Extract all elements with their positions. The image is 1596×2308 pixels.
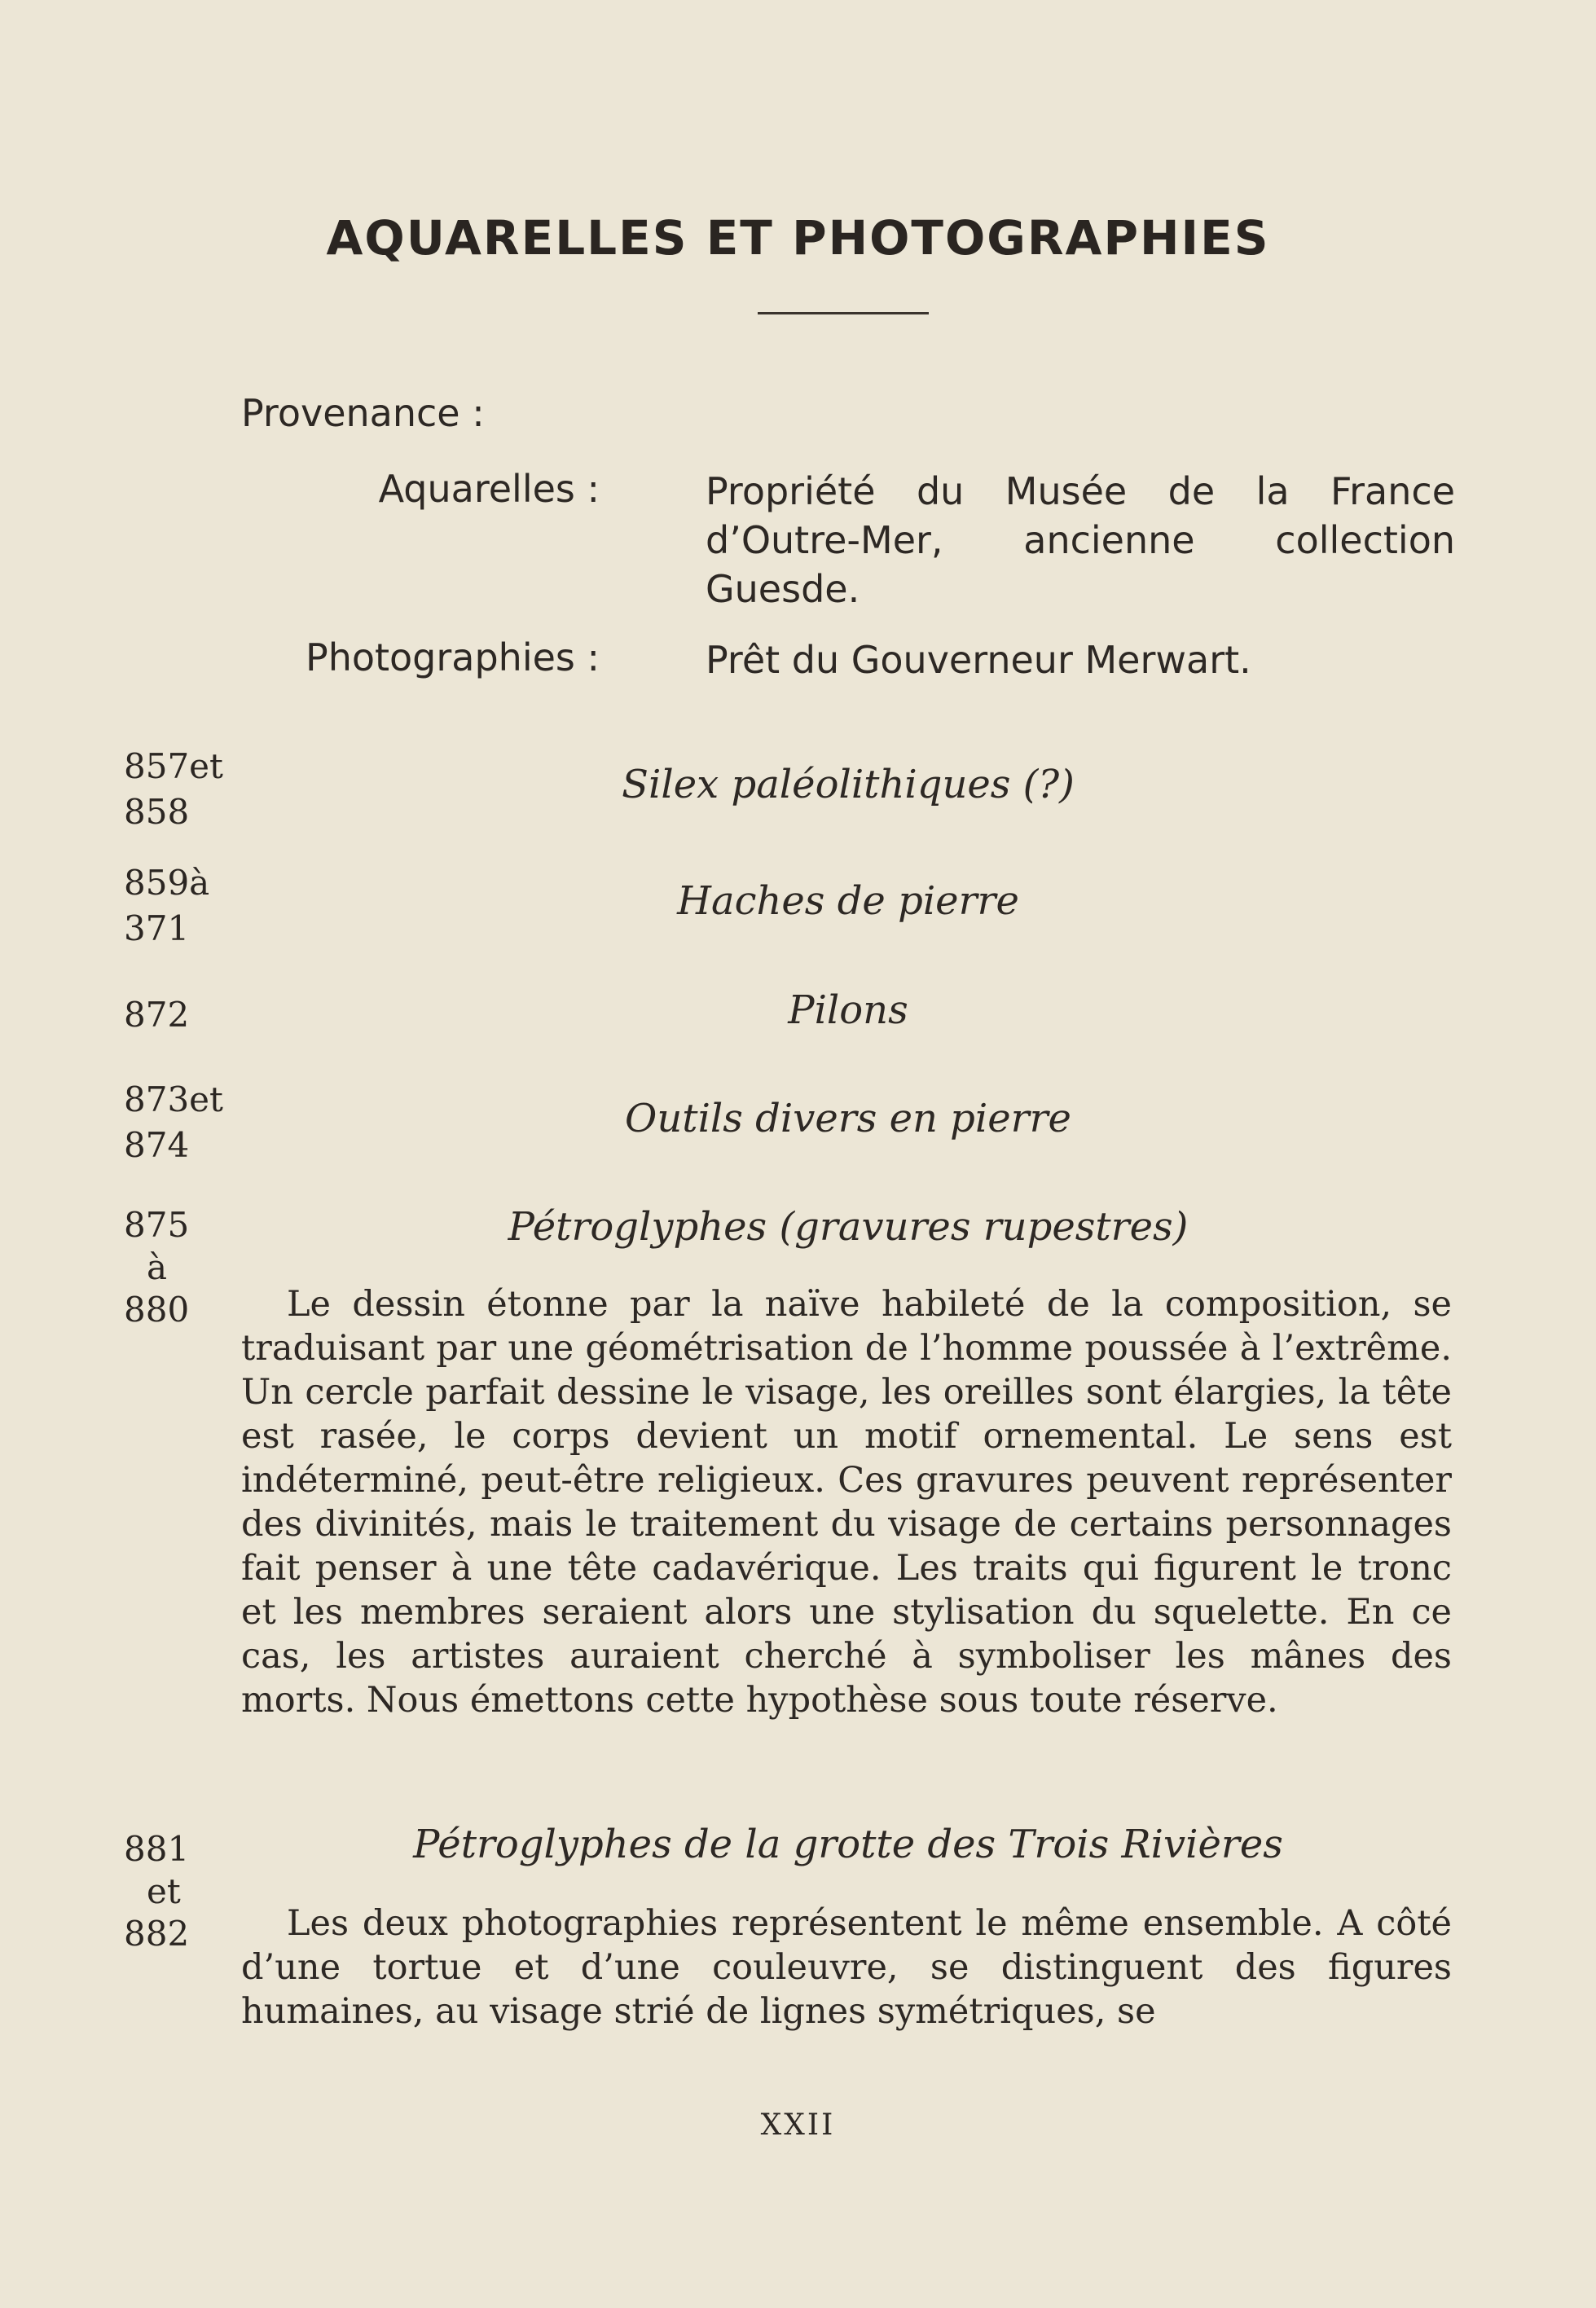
catalog-number-line: 874 [124,1125,190,1165]
provenance-label: Provenance : [241,391,485,435]
catalog-number-line: 859à [124,863,210,903]
body-paragraph [241,1282,1452,1722]
catalog-number-line: 873et [124,1079,223,1119]
provenance-aquarelles-value: Propriété du Musée de la France d’Outre-Mer, ancienne collection Guesde. [706,469,1455,611]
catalog-number-line: 371 [124,908,190,948]
catalog-number-line: 872 [124,995,190,1035]
section-heading: Silex paléolithiques (?) [622,762,1075,807]
provenance-photographies-key: Photographies : [305,635,600,679]
section-heading: Haches de pierre [677,878,1019,924]
catalog-number-line: à [147,1247,168,1287]
title-divider [758,312,929,314]
catalog-number [124,860,254,952]
catalog-number-line: 875 [124,1205,190,1245]
catalog-number [124,1204,254,1331]
body-paragraph-text: Le dessin étonne par la naïve habileté de la composition, se traduisant par une géométrisation de l’homme poussée à l’extrême. Un cercle parfait dessine le visage, les oreilles sont élargies, la tête est rasée, le corps devient un motif ornemental. Le sens est indéterminé, peut-être religieux. Ces gravures peuvent représenter des divinités, mais le traitement du visage de certains personnages fait penser à une tête cadavérique. Les traits qui figurent le tronc et les membres seraient alors une stylisation du squelette. En ce cas, les artistes auraient cherché à symboliser les mânes des morts. Nous émettons cette hypothèse sous toute réserve. [241,1284,1452,1721]
provenance-aquarelles-key: Aquarelles : [378,467,600,511]
catalog-number-line: 881 [124,1829,190,1869]
catalog-number-line: 882 [124,1914,190,1954]
page-number: XXII [760,2108,836,2142]
catalog-number-line: 857et [124,746,223,786]
catalog-number [124,1828,254,1955]
provenance-photographies-value: Prêt du Gouverneur Merwart. [706,638,1251,682]
catalog-number-line: 880 [124,1290,190,1330]
section-heading: Outils divers en pierre [625,1096,1071,1141]
catalog-number [124,744,254,835]
section-heading: Pétroglyphes (gravures rupestres) [508,1204,1189,1250]
catalog-number-line: 858 [124,792,190,832]
section-heading: Pilons [788,987,908,1033]
catalog-number [124,992,254,1038]
page-title: AQUARELLES ET PHOTOGRAPHIES [326,210,1270,266]
body-paragraph [241,1901,1452,2033]
section-heading: Pétroglyphes de la grotte des Trois Rivières [413,1822,1283,1867]
body-paragraph-text: Les deux photographies représentent le même ensemble. A côté d’une tortue et d’une couleuvre, se distinguent des figures humaines, au visage strié de lignes symétriques, se [241,1903,1452,2032]
catalog-number [124,1077,254,1168]
catalog-number-line: et [147,1871,181,1911]
